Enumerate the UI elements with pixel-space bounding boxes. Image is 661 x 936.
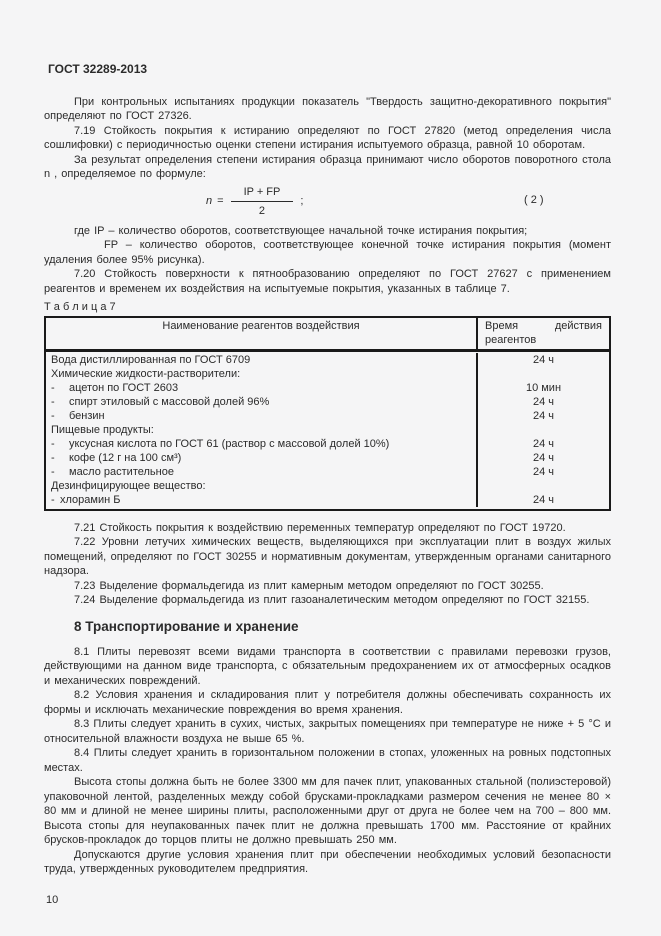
table-cell-time: [478, 423, 609, 437]
table-row: [46, 423, 609, 437]
table-cell-reagent: [46, 493, 478, 507]
table-header-row: [46, 318, 609, 352]
formula-equals: =: [217, 195, 224, 208]
table-cell-reagent-text: кофе (12 г на 100 см³): [69, 451, 182, 464]
table-row: [46, 381, 609, 395]
table-row: [46, 451, 609, 465]
table-cell-reagent: Дезинфицирующее вещество:: [46, 479, 478, 493]
table-row: [46, 353, 609, 367]
paragraph-other-conditions: Допускаются другие условия хранения плит при обеспечении необходимых условий безопасности труда, утвержденных руководителем предприятия.: [44, 848, 611, 875]
paragraph-7-20: 7.20 Стойкость поверхности к пятнообразованию определяют по ГОСТ 27627 с применением реагентов и временем их воздействия на испытуемые покрытия, указанных в таблице 7.: [44, 268, 611, 295]
paragraph-intro: При контрольных испытаниях продукции показатель "Твердость защитно-декоративного покрытия" определяют по ГОСТ 27326.: [44, 95, 611, 122]
paragraph-8-1: 8.1 Плиты перевозят всеми видами транспорта в соответствии с правилами перевозки грузов, действующими на данном виде транспорта, с обязательным предохранением их от атмосферных осадков и механических повреждений.: [44, 645, 611, 687]
table-cell-time: 24 ч: [532, 465, 555, 478]
table-cell-reagent: Вода дистиллированная по ГОСТ 6709: [46, 353, 478, 367]
table-cell-reagent: Химические жидкости-растворители:: [46, 367, 478, 381]
table-cell-time: [478, 367, 609, 381]
table-header-time-word2: действия: [554, 319, 602, 332]
table-caption: Т а б л и ц а 7: [44, 301, 116, 313]
formula-2-block: [44, 182, 611, 224]
paragraph-result: За результат определения степени истирания образца принимают число оборотов поворотного стола n , определяемое по формуле:: [44, 153, 611, 180]
table-cell-reagent: Пищевые продукты:: [46, 423, 478, 437]
table-row: [46, 479, 609, 493]
paragraph-where-fp: FP – количество оборотов, соответствующее конечной точке истирания покрытия (момент удаления более 95% рисунка).: [44, 239, 611, 266]
paragraph-7-23: 7.23 Выделение формальдегида из плит камерным методом определяют по ГОСТ 30255.: [74, 579, 544, 592]
bullet-dash: -: [51, 465, 55, 478]
table-cell-reagent: [46, 381, 478, 395]
page-number: 10: [46, 893, 59, 906]
table-cell-time: 24 ч: [532, 437, 555, 450]
table-cell-time: [478, 479, 609, 493]
table-header-time-word3: реагентов: [485, 333, 537, 346]
table-cell-time: 24 ч: [532, 353, 555, 366]
doc-number-header: ГОСТ 32289-2013: [48, 62, 148, 76]
section-8-heading: 8 Транспортирование и хранение: [74, 618, 299, 634]
table-cell-reagent-text: бензин: [69, 409, 105, 422]
paragraph-7-24: 7.24 Выделение формальдегида из плит газоаналетическим методом определяют по ГОСТ 32155.: [74, 594, 590, 606]
bullet-dash: -: [51, 409, 55, 422]
bullet-dash: -: [51, 493, 55, 506]
table-row: [46, 367, 609, 381]
table-header-time-line1: [485, 319, 602, 333]
table-header-time-word1: Время: [485, 319, 519, 332]
paragraph-7-21: 7.21 Стойкость покрытия к воздействию переменных температур определяют по ГОСТ 19720.: [74, 521, 566, 534]
formula-number: ( 2 ): [524, 193, 544, 206]
table-cell-time: 24 ч: [532, 493, 555, 506]
formula-fraction: [231, 185, 294, 219]
table-row: [46, 395, 609, 409]
table-row: [46, 437, 609, 451]
formula-denominator: 2: [231, 201, 294, 219]
table-cell-reagent-text: уксусная кислота по ГОСТ 61 (раствор с массовой долей 10%): [69, 437, 390, 450]
table-cell-time: 24 ч: [532, 451, 555, 464]
bullet-dash: -: [51, 395, 55, 408]
paragraph-8-3: 8.3 Плиты следует хранить в сухих, чистых, закрытых помещениях при температуре не ниже + 5 °С и относительной влажности воздуха не выше 65 %.: [44, 718, 611, 745]
table-7: [44, 316, 611, 511]
table-cell-reagent-text: масло растительное: [69, 465, 174, 478]
bullet-dash: -: [51, 381, 55, 394]
paragraph-7-22: 7.22 Уровни летучих химических веществ, выделяющихся при эксплуатации плит в воздух жилых помещений, определяют по ГОСТ 30255 и нормативным документам, утвержденным органами санитарного надзора.: [44, 536, 611, 577]
table-cell-reagent: [46, 465, 478, 479]
paragraph-stack-height: Высота стопы должна быть не более 3300 мм для пачек плит, упакованных стальной (полиэстеровой) упаковочной лентой, разделенных между собой брусками-прокладками размером сечения не менее 80 × 80 мм и длиной не менее ширины плиты, расположенными друг от друга не более чем на 700 – 800 мм. Высота стопы для неупакованных пачек плит не должна превышать 1700 мм. Расстояние от крайних брусков-прокладок до торцов плиты не должно превышать 250 мм.: [44, 776, 611, 846]
bullet-dash: -: [51, 451, 55, 464]
paragraph-7-19: 7.19 Стойкость покрытия к истиранию определяют по ГОСТ 27820 (метод определения числа сошлифовки) с периодичностью оценки степени истирания испытуемого образца, равной 10 оборотам.: [44, 124, 611, 151]
formula-expression: [206, 185, 303, 219]
table-row: [46, 409, 609, 423]
table-cell-reagent-text: хлорамин Б: [60, 493, 121, 506]
paragraph-8-4: 8.4 Плиты следует хранить в горизонтальном положении в стопах, уложенных на ровных подстопных местах.: [44, 747, 611, 774]
table-cell-reagent: [46, 437, 478, 451]
formula-variable: n: [206, 195, 213, 208]
table-cell-reagent: [46, 409, 478, 423]
table-cell-time: 10 мин: [525, 381, 562, 394]
table-row: [46, 493, 609, 507]
bullet-dash: -: [51, 437, 55, 450]
table-body: [46, 352, 609, 509]
paragraph-8-2: 8.2 Условия хранения и складирования плит у потребителя должны обеспечивать сохранность их формы и исключать механические повреждения во время хранения.: [44, 689, 611, 716]
table-cell-reagent-text: ацетон по ГОСТ 2603: [69, 381, 179, 394]
table-cell-reagent: [46, 395, 478, 409]
paragraph-where-ip: где IP – количество оборотов, соответствующее начальной точке истирания покрытия;: [74, 224, 528, 237]
table-row: [46, 465, 609, 479]
formula-semicolon: ;: [300, 195, 304, 208]
table-cell-time: 24 ч: [532, 409, 555, 422]
table-cell-reagent: [46, 451, 478, 465]
formula-numerator: IP + FP: [243, 185, 281, 198]
table-cell-time: 24 ч: [532, 395, 555, 408]
table-header-time: [478, 318, 609, 349]
table-header-reagents: Наименование реагентов воздействия: [46, 318, 478, 349]
table-cell-reagent-text: спирт этиловый с массовой долей 96%: [69, 395, 270, 408]
